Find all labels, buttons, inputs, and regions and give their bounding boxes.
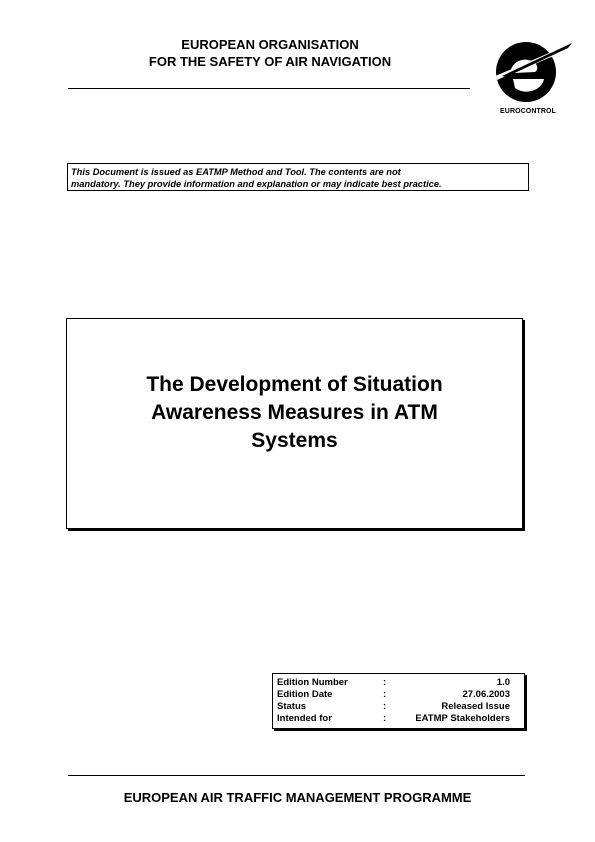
header-divider (68, 88, 470, 89)
edition-row (273, 701, 524, 713)
logo-wordmark: EUROCONTROL (500, 108, 556, 115)
edition-row (273, 713, 524, 725)
edition-info-table (272, 673, 525, 729)
edition-colon: : (383, 689, 387, 700)
edition-label: Edition Number (277, 677, 348, 688)
edition-colon: : (383, 677, 387, 688)
document-title-box (66, 318, 523, 529)
edition-value: EATMP Stakeholders (415, 713, 510, 724)
edition-label: Intended for (277, 713, 332, 724)
edition-value: 27.06.2003 (462, 689, 510, 700)
eurocontrol-logo (482, 30, 574, 124)
edition-label: Status (277, 701, 307, 712)
edition-row (273, 689, 524, 701)
org-title-line-2: FOR THE SAFETY OF AIR NAVIGATION (148, 54, 392, 69)
document-notice (67, 163, 529, 191)
eurocontrol-emblem-icon (482, 30, 574, 108)
title-line-1: The Development of Situation (146, 373, 443, 396)
organisation-title (60, 36, 480, 70)
org-title-line-1: EUROPEAN ORGANISATION (181, 37, 359, 52)
edition-value: 1.0 (496, 677, 510, 688)
notice-line-1: This Document is issued as EATMP Method and Tool. The contents are not (71, 167, 401, 177)
edition-label: Edition Date (277, 689, 333, 700)
edition-row (273, 677, 524, 689)
title-line-2: Awareness Measures in ATM (151, 401, 438, 424)
edition-value: Released Issue (441, 701, 510, 712)
notice-line-2: mandatory. They provide information and explanation or may indicate best practice. (71, 179, 442, 189)
document-title (67, 371, 522, 455)
footer-divider (68, 775, 525, 776)
title-line-3: Systems (251, 429, 338, 452)
edition-colon: : (383, 713, 387, 724)
edition-colon: : (383, 701, 387, 712)
programme-footer: EUROPEAN AIR TRAFFIC MANAGEMENT PROGRAMME (123, 790, 472, 805)
